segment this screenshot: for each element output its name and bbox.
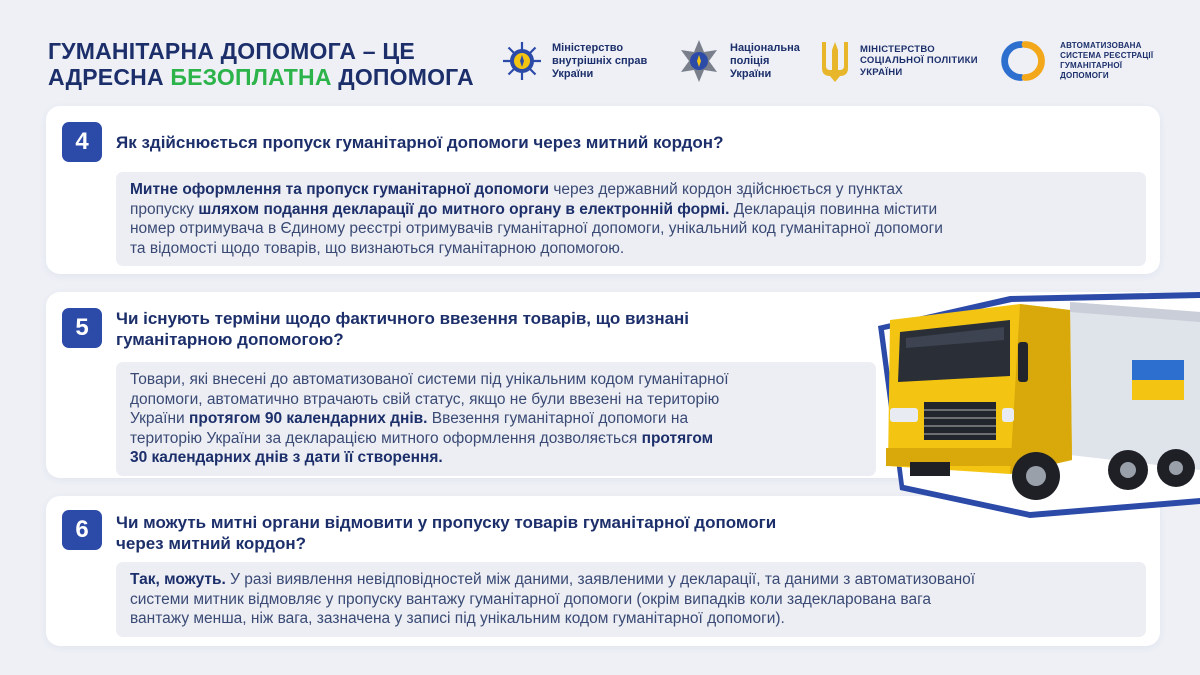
faq-question: [116, 512, 776, 554]
question-line: гуманітарною допомогою?: [116, 330, 344, 349]
answer-line: [130, 448, 862, 468]
title-line-2-end: ДОПОМОГА: [331, 64, 474, 90]
answer-text: Декларація повинна містити: [729, 200, 938, 218]
partner-logos: [500, 36, 1170, 86]
answer-bold: протягом 90 календарних днів.: [189, 410, 428, 427]
answer-line: [130, 409, 862, 429]
logo-asrgd: [992, 36, 1170, 86]
logo-mvs-line3: України: [552, 67, 594, 80]
answer-text: України: [130, 410, 190, 427]
answer-line: допомоги, автоматично втрачають свій статус, якщо не були ввезені на територію: [130, 390, 720, 408]
question-line: Чи можуть митні органи відмовити у пропуску товарів гуманітарної допомоги: [116, 513, 777, 532]
title-line-2: [48, 64, 474, 90]
ukraine-flag-icon: [1132, 360, 1184, 400]
logo-mvs-line1: Міністерство: [552, 41, 624, 54]
logo-asrgd-line1: АВТОМАТИЗОВАНА: [1060, 41, 1142, 50]
answer-line: [130, 429, 862, 449]
faq-answer: [116, 362, 876, 476]
trident-icon: [818, 38, 852, 84]
answer-bold: Митне оформлення та пропуск гуманітарної допомоги: [130, 181, 550, 198]
answer-line: системи митник відмовляє у пропуску вантажу гуманітарної допомоги (окрім випадків коли задекларована вага: [130, 590, 932, 608]
mvs-emblem-icon: [500, 39, 544, 83]
answer-bold: протягом: [641, 429, 714, 447]
answer-text: Ввезення гуманітарної допомоги на: [427, 410, 689, 427]
answer-bold: шляхом подання декларації до митного органу в електронній формі.: [198, 200, 730, 218]
answer-line: вантажу менша, ніж вага, зазначена у записі під унікальним кодом гуманітарної допомоги).: [130, 610, 785, 627]
page-title: [48, 38, 474, 90]
answer-line: номер отримувача в Єдиному реєстрі отримувачів гуманітарної допомоги, унікальний код гуманітарної допомоги: [130, 220, 943, 237]
answer-bold: 30 календарних днів з дати її створення.: [130, 449, 443, 466]
logo-police-line1: Національна: [730, 41, 800, 54]
answer-bold: Так, можуть.: [130, 571, 226, 588]
faq-card-4: [46, 106, 1160, 274]
logo-police: [676, 36, 800, 86]
answer-text: У разі виявлення невідповідностей між даними, заявленими у декларації, та даними з автоматизованої: [225, 571, 976, 588]
police-star-icon: [676, 38, 722, 84]
answer-text: через державний кордон здійснюється у пунктах: [549, 181, 903, 198]
logo-asrgd-line2: СИСТЕМА РЕЄСТРАЦІЇ: [1060, 51, 1154, 60]
answer-line: [130, 200, 1132, 220]
logo-mvs-line2: внутрішніх справ: [552, 54, 648, 67]
answer-line: [130, 570, 1132, 590]
logo-asrgd-line3: ГУМАНІТАРНОЇ ДОПОМОГИ: [1060, 61, 1123, 80]
logo-minsoc-line2: СОЦІАЛЬНОЇ ПОЛІТИКИ: [860, 55, 978, 67]
logo-minsoc-line1: МІНІСТЕРСТВО: [860, 43, 935, 55]
logo-mvs: [500, 36, 647, 86]
faq-number-badge: 5: [62, 308, 102, 348]
question-line: Чи існують терміни щодо фактичного ввезення товарів, що визнані: [116, 309, 690, 328]
question-line: через митний кордон?: [116, 534, 307, 553]
faq-answer: [116, 562, 1146, 637]
faq-number-badge: 4: [62, 122, 102, 162]
faq-question: [116, 308, 689, 350]
logo-minsoc: [818, 36, 978, 86]
faq-answer: [116, 172, 1146, 266]
answer-line: та відомості щодо товарів, що визнаються гуманітарною допомогою.: [130, 239, 625, 257]
answer-line: Товари, які внесені до автоматизованої системи під унікальним кодом гуманітарної: [130, 371, 729, 388]
title-line-2-start: АДРЕСНА: [48, 64, 171, 90]
asrgd-rings-icon: [992, 36, 1054, 86]
title-line-1: ГУМАНІТАРНА ДОПОМОГА – ЦЕ: [48, 38, 415, 64]
truck-illustration: [860, 290, 1200, 520]
faq-number-badge: 6: [62, 510, 102, 550]
answer-text: територію України за декларацією митного оформлення дозволяється: [130, 429, 642, 447]
logo-police-line2: поліція: [730, 54, 770, 67]
answer-line: [130, 180, 1132, 200]
logo-police-line3: України: [730, 67, 772, 80]
answer-text: пропуску: [130, 200, 199, 218]
logo-minsoc-line3: УКРАЇНИ: [860, 66, 903, 78]
faq-question: Як здійснюється пропуск гуманітарної допомоги через митний кордон?: [116, 133, 724, 152]
title-accent-word: БЕЗОПЛАТНА: [170, 64, 332, 90]
